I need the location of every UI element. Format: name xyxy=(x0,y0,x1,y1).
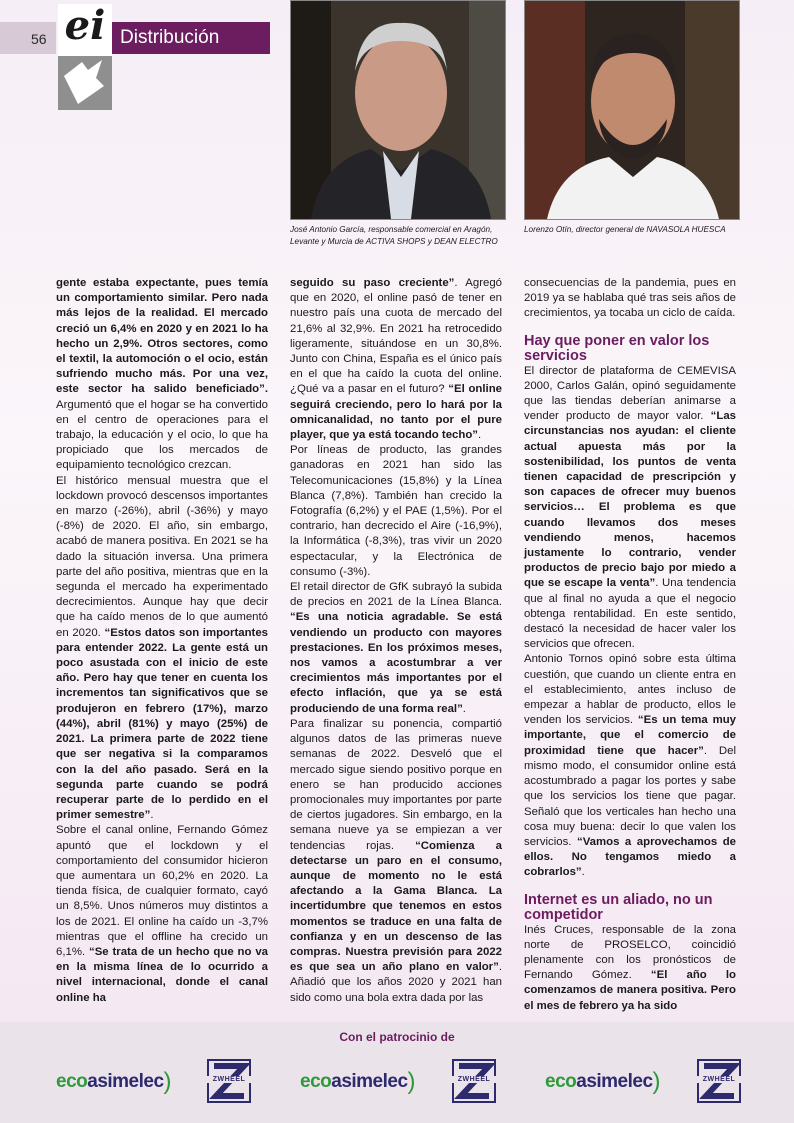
body-text: . xyxy=(462,702,466,715)
body-text: . xyxy=(581,866,585,879)
zwheel-logo-text: ZWHEEL xyxy=(696,1076,742,1083)
paragraph xyxy=(524,652,736,880)
portrait-photo-lorenzo-otin xyxy=(524,0,740,220)
body-text: . Del mismo modo, el consumidor online está acostumbrado a pagar los portes y sabe que los servicios los tiene que pagar. Señaló que los verticales han hecho una cosa muy buena: decir lo que valen los servicios. xyxy=(524,744,736,848)
paragraph xyxy=(56,823,268,1005)
paragraph: Por líneas de producto, las grandes ganadoras en 2021 han sido las Telecomunicaciones (15,8%) y la Línea Blanca (7,8%). También han crecido la Fotografía (6,2%) y el PAE (1,5%). Por el contrario, han decrecido el Aire (-16,9%), la Informática (-8,3%), tras vivir un 2020 espectacular, y la Electrónica de consumo (-3%). xyxy=(290,444,502,578)
body-text: Para finalizar su ponencia, compartió algunos datos de las primeras nueve semanas de 2022. Desveló que el mercado sigue siendo positivo porque en enero se han producido acciones promocionales muy importantes por parte de ciertos jugadores. Sin embargo, en la semana nueve ya se empiezan a ver tendencias rojas. xyxy=(290,717,502,852)
arrow-icon xyxy=(58,56,112,110)
body-text: El director de plataforma de CEMEVISA 2000, Carlos Galán, opinó seguidamente que las tiendas deberían animarse a vender producto de mayor valor. xyxy=(524,364,736,423)
ecoasimelec-logo: ecoasimelec) xyxy=(300,1068,416,1095)
photo-caption-1: José Antonio García, responsable comercial en Aragón, Levante y Murcia de ACTIVA SHOPS y DEAN ELECTRO xyxy=(290,225,498,246)
body-text: Sobre el canal online, Fernando Gómez apuntó que el lockdown y el comportamiento del consumidor hicieron que aumentara un 60,2% en 2020. La tienda física, de cualquier formato, cayó un 8,5%. Unos números muy distintos a los de 2021. El online ha caído un -3,7% mientras que el offline ha crecido un 6,1%. xyxy=(56,824,268,958)
body-text: Antonio Tornos opinó sobre esta última cuestión, que cuando un cliente entra en el establecimiento, antes incluso de empezar a hablar de producto, ellos le venden los servicios. xyxy=(524,653,736,727)
subheading-internet: Internet es un aliado, no un competidor xyxy=(524,891,713,923)
paragraph xyxy=(290,717,502,1006)
paragraph xyxy=(56,276,268,474)
body-text: Inés Cruces, responsable de la zona norte de PROSELCO, coincidió plenamente con los pronósticos de Fernando Gómez. xyxy=(524,923,736,982)
body-text: . Una tendencia que al final no ayuda a que el negocio obtenga rentabilidad. En este sentido, destacó la necesidad de hacer valer los servicios que ofrecen. xyxy=(524,577,736,651)
quote-text: “Es una noticia agradable. Se está vendiendo un producto con mayores prestaciones. En los próximos meses, nos vamos a acostumbrar a ver crecimientos más importantes por el efecto inflación, que ya se está produciendo de una forma real” xyxy=(290,611,502,715)
page-number-tab xyxy=(0,22,56,54)
section-title: Distribución xyxy=(112,22,270,54)
article-column-3 xyxy=(524,276,736,1014)
body-text: . xyxy=(150,809,154,822)
body-text: . Añadió que los años 2020 y 2021 han sido como una bola extra dada por las xyxy=(290,961,502,1004)
page-number: 56 xyxy=(31,31,47,47)
quote-text: “Comienza a detectarse un paro en el consumo, aunque de momento no le está afectando a la Gama Blanca. La incertidumbre que tenemos en estos momentos se traduce en una falta de confianza y en un descenso de las compras. Nuestra previsión para 2022 es que sea un año plano en valor” xyxy=(290,839,502,974)
quote-text: “Es un tema muy importante, que el comercio de proximidad tiene que hacer” xyxy=(524,714,736,757)
quote-text: “Las circunstancias nos ayudan: el cliente actual apuesta más por la sostenibilidad, los puntos de venta tienen capacidad de prescripción y son capaces de ofrecer muy buenos servicios… El problema es que cuando llevamos dos meses vendiendo menos, hacemos justamente lo contrario, vender productos de precio bajo por miedo a que se escape la venta” xyxy=(524,410,736,590)
subheading-services: Hay que poner en valor los servicios xyxy=(524,332,710,364)
body-text: . Agregó que en 2020, el online pasó de tener en nuestro país una cuota de mercado del 21,6% al 32,9%. En 2021 ha retrocedido ligeramente, situándose en un 30,8%. Junto con China, España es el único país en el que ha caído la cuota del online. ¿Qué va a pasar en el futuro? xyxy=(290,277,502,396)
quote-text: “Vamos a aprovechamos de ellos. No tengamos miedo a cobrarlos” xyxy=(524,835,736,879)
body-text: Argumentó que el hogar se ha convertido en el centro de operaciones para el trabajo, la educación y el ocio, lo que ha propiciado que los mercados de equipamiento tecnológico crezcan. xyxy=(56,398,268,472)
paragraph: consecuencias de la pandemia, pues en 2019 ya se hablaba qué tras seis años de crecimientos, ya tocaba un ciclo de caída. xyxy=(524,277,736,320)
photo-caption-2: Lorenzo Otín, director general de NAVASOLA HUESCA xyxy=(524,225,726,234)
paragraph xyxy=(290,580,502,717)
quote-text: “El online seguirá creciendo, pero lo hará por la omnicanalidad, no tanto por el pure player, que ya está tocando techo” xyxy=(290,383,502,442)
quote-text: gente estaba expectante, pues temía un comportamiento similar. Pero nada más lejos de la realidad. El mercado creció un 6,4% en 2020 y en 2021 lo ha hecho un 2,9%. Otros sectores, como el textil, la automoción o el ocio, están sufriendo mucho más. Por una vez, este sector ha salido beneficiado”. xyxy=(56,277,268,396)
paragraph xyxy=(56,474,268,824)
body-text: El histórico mensual muestra que el lockdown provocó descensos importantes en marzo (-26%), abril (-36%) y mayo (-8%) de 2020. El año, sin embargo, acabó de manera positiva. En 2021 se ha dado la situación inversa. Una primera parte del año positiva, mientras que en la segunda el mercado ha experimentado decrecimientos. Aunque hay que decir que ha caído menos de lo que aumentó en 2020. xyxy=(56,474,268,639)
body-text: El retail director de GfK subrayó la subida de precios en 2021 de la Línea Blanca. xyxy=(290,581,502,609)
article-column-1 xyxy=(56,276,268,1006)
quote-text: “Estos datos son importantes para entender 2022. La gente está un poco asustada con el inicio de este año. Pero hay que tener en cuenta los incrementos tan significativos que se produjeron en febrero (17%), marzo (44%), abril (81%) y mayo (25%) de 2021. La primera parte de 2022 tiene que ser negativa si la comparamos con la del año pasado. Será en la segunda parte cuando se podrá recuperar parte de lo perdido en el primer semestre” xyxy=(56,626,268,822)
body-text: . xyxy=(478,429,482,442)
ecoasimelec-logo: ecoasimelec) xyxy=(545,1068,661,1095)
paragraph xyxy=(524,923,736,1014)
quote-text: seguido su paso creciente” xyxy=(290,277,455,289)
ecoasimelec-logo: ecoasimelec) xyxy=(56,1068,172,1095)
magazine-logo: ei xyxy=(58,4,112,58)
article-column-2 xyxy=(290,276,502,1006)
portrait-photo-jose-antonio-garcia xyxy=(290,0,506,220)
sponsor-title: Con el patrocinio de xyxy=(339,1030,455,1044)
quote-text: “El año lo comenzamos de manera positiva. Pero el mes de febrero ya ha sido xyxy=(524,969,736,1012)
paragraph xyxy=(524,364,736,653)
zwheel-logo-text: ZWHEEL xyxy=(451,1076,497,1083)
paragraph xyxy=(290,276,502,443)
zwheel-logo-text: ZWHEEL xyxy=(206,1076,252,1083)
quote-text: “Se trata de un hecho que no va en la misma línea de lo ocurrido a nivel internacional, donde el canal online ha xyxy=(56,945,268,1004)
